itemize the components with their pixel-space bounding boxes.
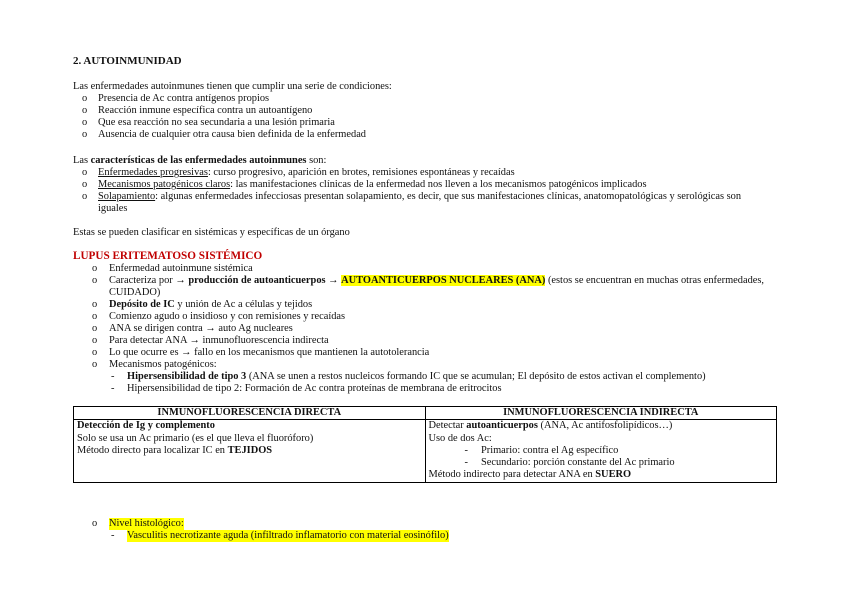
- list-item: Que esa reacción no sea secundaria a una lesión primaria: [98, 117, 335, 128]
- sublist-dash: -: [111, 371, 115, 382]
- list-item: Para detectar ANA → inmunofluorescencia indirecta: [109, 335, 329, 346]
- sublist-dash: -: [111, 383, 115, 394]
- list-item: Presencia de Ac contra antígenos propios: [98, 93, 270, 104]
- list-bullet: o: [82, 129, 88, 140]
- classification-text: Estas se pueden clasificar en sistémicas y específicas de un órgano: [73, 227, 350, 238]
- cell-direct: Detección de Ig y complemento Solo se usa un Ac primario (es el que lleva el fluoróforo) Método directo para localizar IC en TEJIDOS: [74, 420, 426, 482]
- list-item: ANA se dirigen contra → auto Ag nucleares: [109, 323, 293, 334]
- list-item: Mecanismos patogénicos claros: las manifestaciones clínicas de la enfermedad nos lleven a los mecanismos patogénicos implicados: [98, 179, 647, 190]
- header-indirect: INMUNOFLUORESCENCIA INDIRECTA: [425, 407, 777, 420]
- list-item: Depósito de IC y unión de Ac a células y tejidos: [109, 299, 313, 310]
- histology-item: Vasculitis necrotizante aguda (infiltrado inflamatorio con material eosinófilo): [127, 530, 449, 541]
- list-bullet: o: [92, 335, 98, 346]
- list-bullet: o: [92, 263, 98, 274]
- list-item: Enfermedades progresivas: curso progresivo, aparición en brotes, remisiones espontáneas y recaídas: [98, 167, 515, 178]
- list-item: Comienzo agudo o insidioso y con remisiones y recaídas: [109, 311, 346, 322]
- list-bullet: o: [92, 275, 98, 286]
- intro-text: Las enfermedades autoinmunes tienen que cumplir una serie de condiciones:: [73, 81, 392, 92]
- characteristics-intro: Las características de las enfermedades autoinmunes son:: [73, 155, 327, 166]
- sublist-dash: -: [111, 530, 115, 541]
- list-bullet: o: [92, 311, 98, 322]
- immunofluorescence-table: [73, 406, 777, 483]
- table-header-row: [74, 407, 777, 420]
- sublist-item: Hipersensibilidad de tipo 2: Formación de Ac contra proteínas de membrana de eritrocitos: [127, 383, 502, 394]
- list-bullet: o: [82, 117, 88, 128]
- list-item: Ausencia de cualquier otra causa bien definida de la enfermedad: [98, 129, 367, 140]
- list-bullet: o: [92, 323, 98, 334]
- list-item: Enfermedad autoinmune sistémica: [109, 263, 253, 274]
- sublist-item: - Secundario: porción constante del Ac primario: [464, 457, 675, 469]
- list-bullet: o: [82, 167, 88, 178]
- sublist-item: Hipersensibilidad de tipo 3 (ANA se unen a restos nucleicos formando IC que se acumulan; El depósito de estos activan el complemento): [127, 371, 706, 382]
- list-item: Caracteriza por → producción de autoanticuerpos → AUTOANTICUERPOS NUCLEARES (ANA) (estos se encuentran en muchas otras enfermedades, CUIDADO): [109, 275, 765, 299]
- list-bullet: o: [82, 105, 88, 116]
- list-bullet: o: [92, 299, 98, 310]
- list-item: Lo que ocurre es → fallo en los mecanismos que mantienen la autotolerancia: [109, 347, 430, 358]
- list-item: Reacción inmune específica contra un autoantígeno: [98, 105, 313, 116]
- list-bullet: o: [82, 191, 88, 202]
- lupus-title: LUPUS ERITEMATOSO SISTÉMICO: [73, 250, 263, 262]
- list-bullet: o: [82, 179, 88, 190]
- list-bullet: o: [92, 518, 98, 529]
- section-title: 2. AUTOINMUNIDAD: [73, 55, 182, 67]
- list-item: Solapamiento: algunas enfermedades infecciosas presentan solapamiento, es decir, que sus manifestaciones clínicas, anatomopatológicas y serológicas son iguales: [98, 191, 742, 215]
- header-direct: INMUNOFLUORESCENCIA DIRECTA: [74, 407, 426, 420]
- list-bullet: o: [92, 359, 98, 370]
- cell-indirect: Detectar autoanticuerpos (ANA, Ac antifosfolipídicos…) Uso de dos Ac: - Primario: contra el Ag específico - Secundario: porción constante del Ac primario Método indirecto para detectar ANA en SUERO: [425, 420, 777, 482]
- sublist-item: - Primario: contra el Ag específico: [464, 444, 619, 456]
- list-bullet: o: [92, 347, 98, 358]
- list-bullet: o: [82, 93, 88, 104]
- list-item: Mecanismos patogénicos:: [109, 359, 217, 370]
- table-row: [74, 420, 777, 482]
- ana-highlight: AUTOANTICUERPOS NUCLEARES (ANA): [341, 275, 546, 286]
- histology-label: Nivel histológico:: [109, 518, 184, 529]
